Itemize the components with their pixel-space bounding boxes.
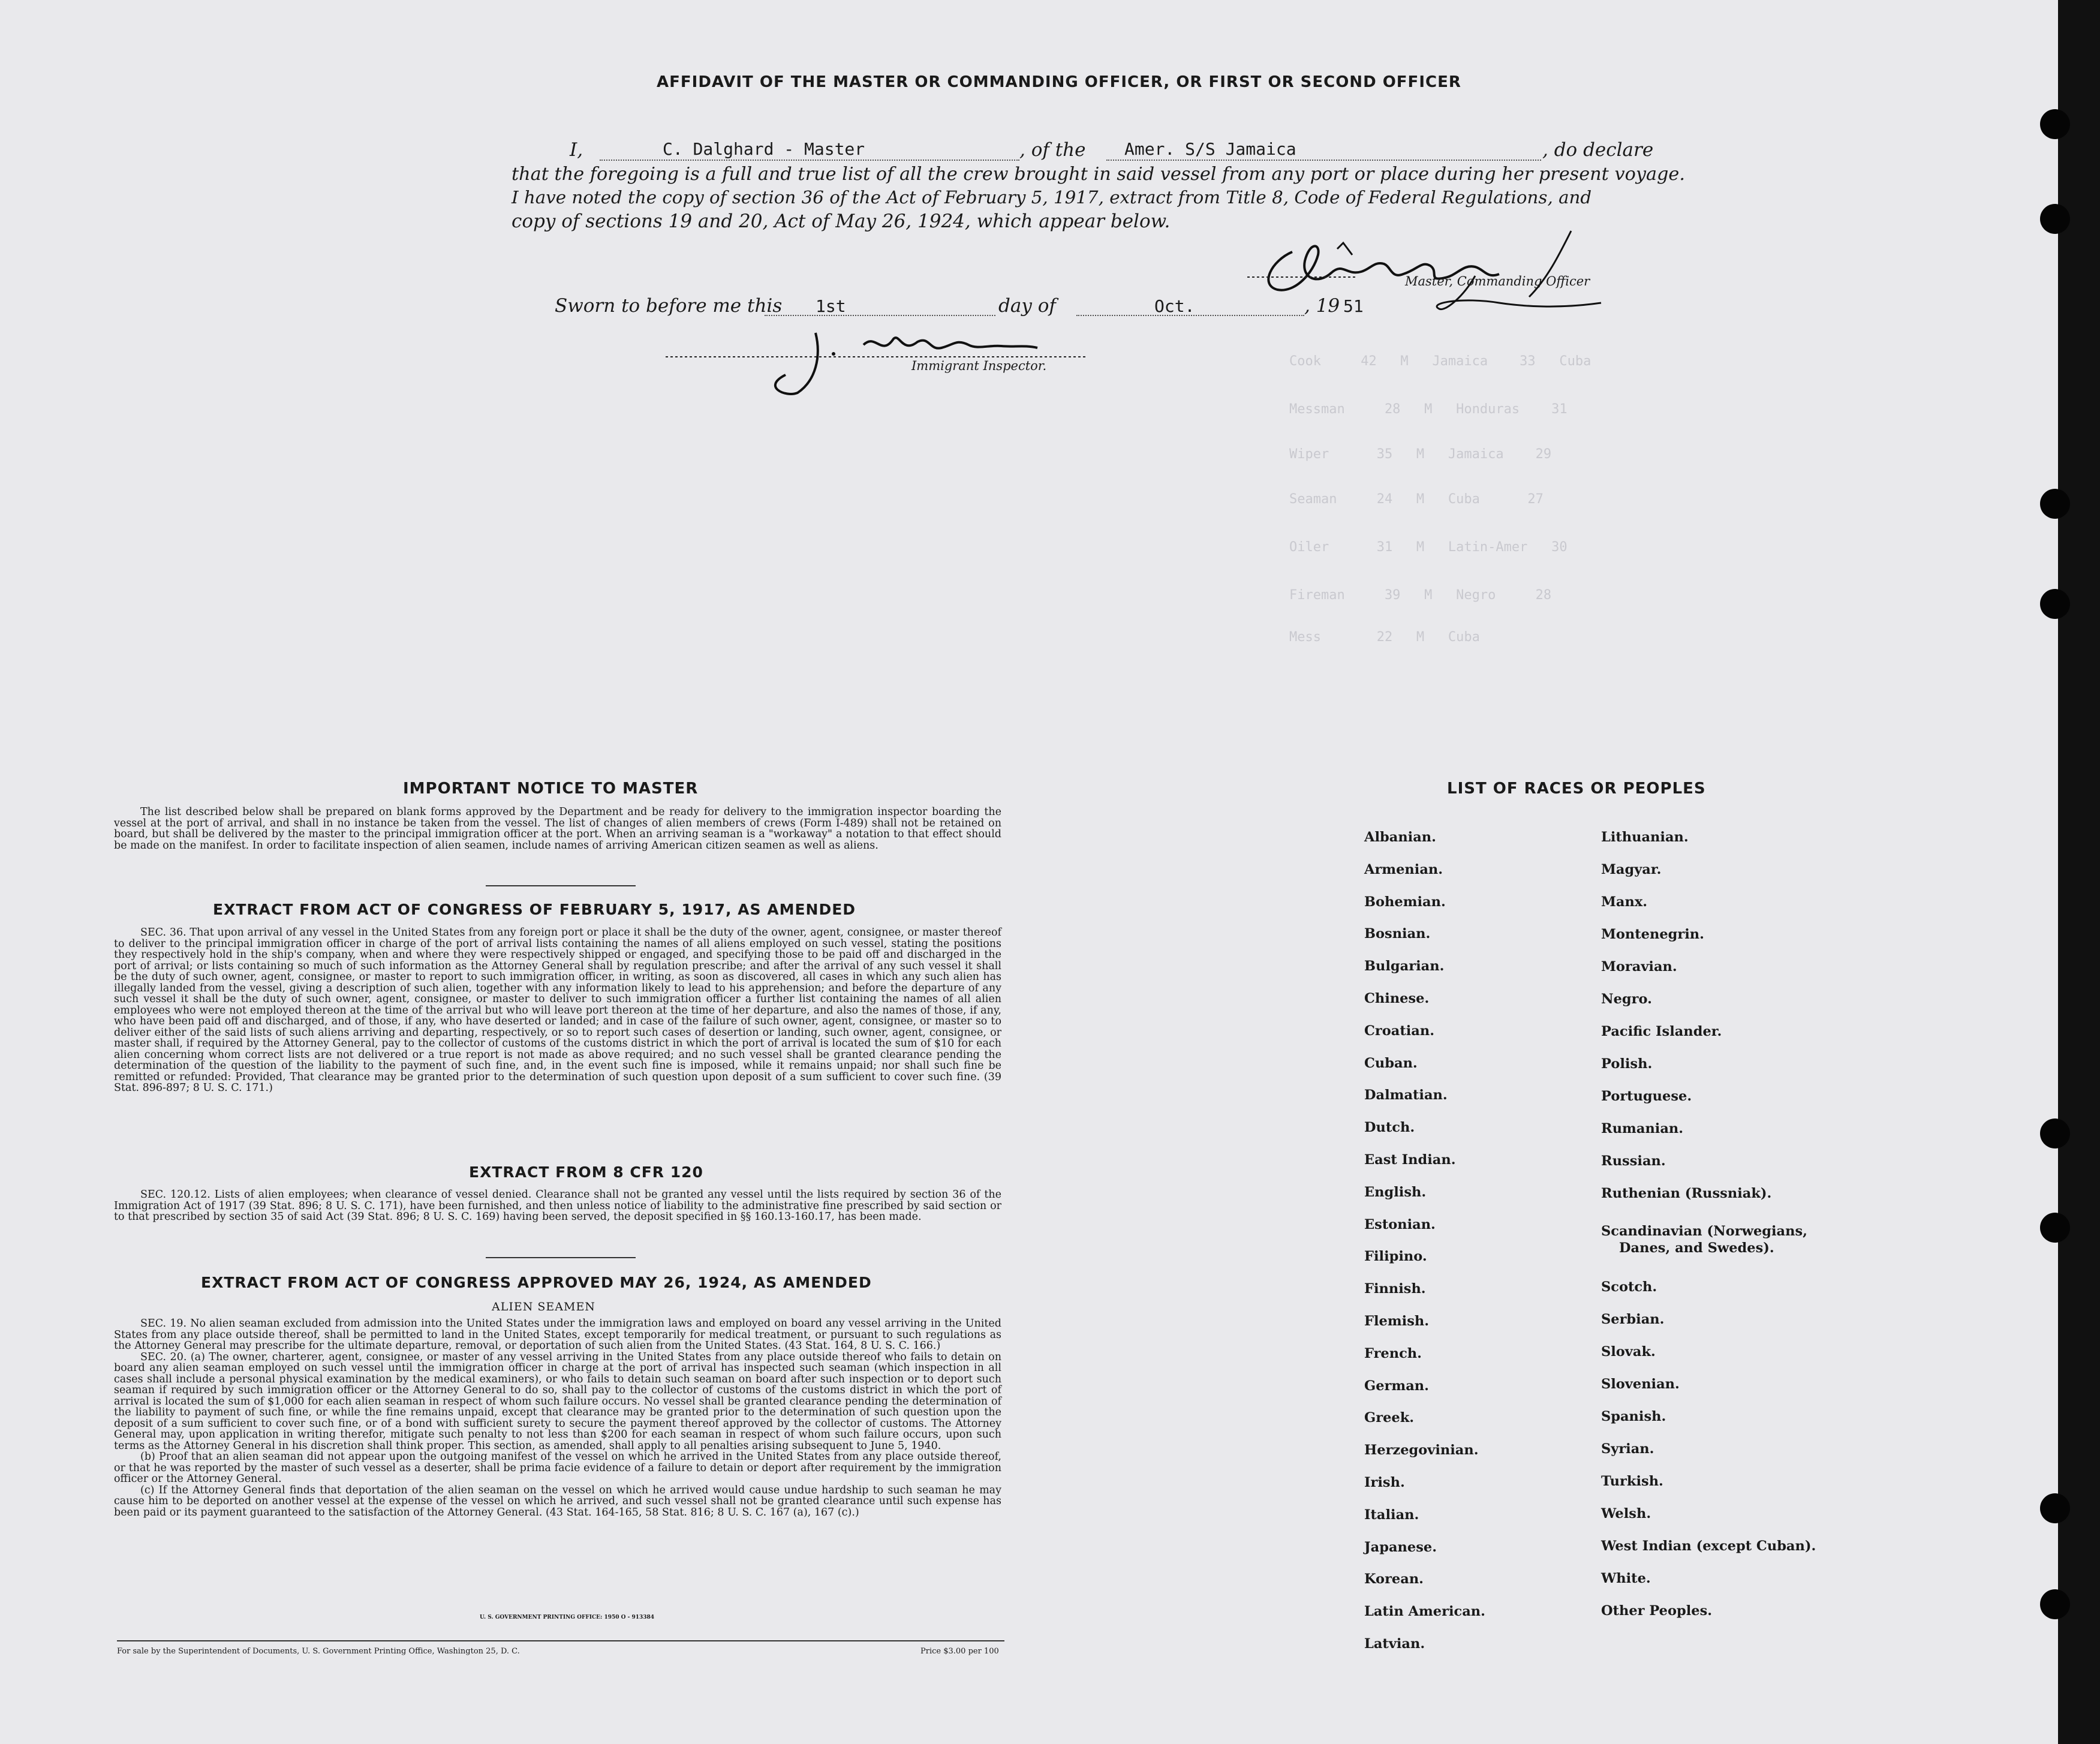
of-the-label: , of the	[1019, 139, 1086, 161]
race-item: East Indian.	[1364, 1152, 1456, 1168]
race-item: Bulgarian.	[1364, 958, 1445, 975]
scan-edge	[2058, 0, 2100, 1744]
race-item: Korean.	[1364, 1571, 1424, 1587]
sale-notice: For sale by the Superintendent of Documents, U. S. Government Printing Office, Washington 25, D. C.	[117, 1647, 520, 1656]
race-item: Serbian.	[1601, 1312, 1665, 1327]
sec-20c-paragraph: (c) If the Attorney General finds that deportation of the alien seaman on the vessel on which he arrived would cause undue hardship to such seaman he may cause him to be deported on another vessel at the expense of the vessel on which he arrived, and such vessel shall not be granted clearance until such expense has been paid or its payment guaranteed to the satisfaction of the Attorney General. (43 Stat. 164-165, 58 Stat. 816; 8 U. S. C. 167 (a), 167 (c).)	[114, 1484, 1001, 1519]
sec-19-paragraph: SEC. 19. No alien seaman excluded from admission into the United States under the immigration laws and employed on board any vessel arriving in the United States from any place outside thereof, shall be permitted to land in the United States, except temporarily for medical treatment, or pursuant to such regulations as the Attorney General may prescribe for the ultimate departure, removal, or deportation of such alien from the United States. (43 Stat. 164, 8 U. S. C. 166.)	[114, 1318, 1001, 1352]
extract-cfr-title: EXTRACT FROM 8 CFR 120	[469, 1163, 703, 1181]
sworn-month: Oct.	[1154, 296, 1195, 316]
day-of-label: day of	[998, 295, 1056, 317]
affidavit-line-4: copy of sections 19 and 20, Act of May 26, 1924, which appear below.	[512, 211, 1171, 232]
sec-36-paragraph: SEC. 36. That upon arrival of any vessel in the United States from any foreign port or place it shall be the duty of the owner, agent, consignee, or master thereof to deliver to the principal immigration officer in charge of the port of arrival lists containing the names of all aliens employed on such vessel, stating the positions they respectively hold in the ship's company, when and where they were respectively shipped or engaged, and specifying those to be paid off and discharged in the port of arrival; or lists containing so much of such information as the Attorney General shall by regulation prescribe; and after the arrival of any such vessel it shall be the duty of such owner, agent, consignee, or master to report to such immigration officer, in writing, as soon as discovered, all cases in which any such alien has illegally landed from the vessel, giving a description of such alien, together with any information likely to lead to his apprehension; and before the departure of any such vessel it shall be the duty of such owner, agent, consignee, or master to deliver to such immigration officer a further list containing the names of all alien employees who were not employed thereon at the time of the arrival but who will leave port thereon at the time of her departure, and also the names of those, if any, who have been paid off and discharged, and of those, if any, who have deserted or landed; and in case of the failure of such owner, agent, consignee, or master so to deliver either of the said lists of such aliens arriving and departing, respectively, or so to report such cases of desertion or landing, such owner, agent, consignee, or master shall, if required by the Attorney General, pay to the collector of customs of the customs district in which the port of arrival is located the sum of $10 for each alien concerning whom correct lists are not delivered or a true report is not made as above required; and no such vessel shall be granted clearance pending the determination of the question of the liability to the payment of such fine, and, in the event such fine is imposed, while it remains unpaid; nor shall such fine be remitted or refunded: Provided, That clearance may be granted prior to the determination of such question upon deposit of a sum sufficient to cover such fine. (39 Stat. 896-897; 8 U. S. C. 171.)	[114, 927, 1001, 1094]
affidavit-title: AFFIDAVIT OF THE MASTER OR COMMANDING OFFICER, OR FIRST OR SECOND OFFICER	[657, 73, 1461, 91]
extract-1924-title: EXTRACT FROM ACT OF CONGRESS APPROVED MAY 26, 1924, AS AMENDED	[201, 1274, 872, 1291]
document-page: Cook 42 M Jamaica 33 Cuba Messman 28 M Honduras 31 Wiper 35 M Jamaica 29 Seaman 24 M Cuba 27 Oiler 31 M Latin-Amer 30 Fireman 39 M Negro 28 Mess 22 M Cuba AFFIDAVIT OF THE MASTER OR COMMANDING OFFICER, OR FIRST OR SECOND OFFICER I, C. Dalghard - Master , of the Amer. S/S Jamaica , do declare that the foregoing is a full and true list of all the crew brought in said vessel from any port or place during her present voyage. I have noted the copy of section 36 of the Act of February 5, 1917, extract from Title 8, Code of Federal Regulations, and copy of sections 19 and 20, Act of May 26, 1924, which appear below. Master, Commanding Officer Sworn to before me this 1st day of Oct. , 19 51 Immigrant Inspector. IMPORTANT NOTICE TO MASTER The list described below shall be prepared on blank forms approved by the Department and be ready for delivery to the immigration inspector boarding the vessel at the port of arrival, and shall in no instance be taken from the vessel. The list of changes of alien members of crews (Form I-489) shall not be retained on board, but shall be delivered by the master to the principal immigration officer at the port. When an arriving seaman is a "workaway" a notation to that effect should be made on the manifest. In order to facilitate inspection of alien seamen, include names of arriving American citizen seamen as well as aliens. EXTRACT FROM ACT OF CONGRESS OF FEBRUARY 5, 1917, AS AMENDED SEC. 36. That upon arrival of any vessel in the United States from any foreign port or place it shall be the duty of the owner, agent, consignee, or master thereof to deliver to the principal immigration officer in charge of the port of arrival lists containing the names of all aliens employed on such vessel, stating the positions they respectively hold in the ship's company, when and where they were respectively shipped or engaged, and specifying those to be paid off and discharged in the port of arrival; or lists containing so much of such information as the Attorney General shall by regulation prescribe; and after the arrival of any such vessel it shall be the duty of such owner, agent, consignee, or master to report to such immigration officer, in writing, as soon as discovered, all cases in which any such alien has illegally landed from the vessel, giving a description of such alien, together with any information likely to lead to his apprehension; and before the departure of any such vessel it shall be the duty of such owner, agent, consignee, or master to deliver to such immigration officer a further list containing the names of all alien employees who were not employed thereon at the time of the arrival but who will leave port thereon at the time of her departure, and also the names of those, if any, who have been paid off and discharged, and of those, if any, who have deserted or landed; and in case of the failure of such owner, agent, consignee, or master so to deliver either of the said lists of such aliens arriving and departing, respectively, or so to report such cases of desertion or landing, such owner, agent, consignee, or master shall, if required by the Attorney General, pay to the collector of customs of the customs district in which the port of arrival is located the sum of $10 for each alien concerning whom correct lists are not delivered or a true report is not made as above required; and no such vessel shall be granted clearance pending the determination of the question of the liability to the payment of such fine, and, in the event such fine is imposed, while it remains unpaid; nor shall such fine be remitted or refunded: Provided, That clearance may be granted prior to the determination of such question upon deposit of a sum sufficient to cover such fine. (39 Stat. 896-897; 8 U. S. C. 171.) EXTRACT FROM 8 CFR 120 SEC. 120.12. Lists of alien employees; when clearance of vessel denied. Clearance shall not be granted any vessel until the lists required by section 36 of the Immigration Act of 1917 (39 Stat. 896; 8 U. S. C. 171), have been furnished, and then unless notice of liability to the administrative fine prescribed by said section or to that prescribed by section 35 of said Act (39 Stat. 896; 8 U. S. C. 169) having been served, the deposit specified in §§ 160.13-160.17, has been made. EXTRACT FROM ACT OF CONGRESS APPROVED MAY 26, 1924, AS AMENDED ALIEN SEAMEN SEC. 19. No alien seaman excluded from admission into the United States under the immigration laws and employed on board any vessel arriving in the United States from any place outside thereof, shall be permitted to land in the United States, except temporarily for medical treatment, or pursuant to such regulations as the Attorney General may prescribe for the ultimate departure, removal, or deportation of such alien from the United States. (43 Stat. 164, 8 U. S. C. 166.) SEC. 20. (a) The owner, charterer, agent, consignee, or master of any vessel arriving in the United States from any place outside thereof who fails to detain on board any alien seaman employed on such vessel until the immigration officer in charge at the port of arrival has inspected such seaman (which inspection in all cases shall include a personal physical examination by the medical examiners), or who fails to detain such seaman on board after such inspection or to deport such seaman if required by such immigration officer or the Attorney General to do so, shall pay to the collector of customs of the customs district in which the port of arrival is located the sum of $1,000 for each alien seaman in respect of whom such failure occurs. No vessel shall be granted clearance pending the determination of the liability to payment of such fine, or while the fine remains unpaid, except that clearance may be granted prior to the determination of such question upon the deposit of a sum sufficient to cover such fine, or of a bond with sufficient surety to secure the payment thereof approved by the collector of customs. The Attorney General may, upon application in writing therefor, mitigate such penalty to not less than $200 for each seaman in respect of whom such failure occurs, upon such terms as the Attorney General in his discretion shall think proper. This section, as amended, shall apply to all penalties arising subsequent to June 5, 1940. (b) Proof that an alien seaman did not appear upon the outgoing manifest of the vessel on which he arrived in the United States from any place outside thereof, or that he was reported by the master of such vessel as a deserter, shall be prima facie evidence of a failure to detain or deport after requirement by the immigration officer or the Attorney General. (c) If the Attorney General finds that deportation of the alien seaman on the vessel on which he arrived would cause undue hardship to such seaman he may cause him to be deported on another vessel at the expense of the vessel on which he arrived, and such vessel shall not be granted clearance until such expense has been paid or its payment guaranteed to the satisfaction of the Attorney General. (43 Stat. 164-165, 58 Stat. 816; 8 U. S. C. 167 (a), 167 (c).) U. S. GOVERNMENT PRINTING OFFICE: 1950 O - 913384 For sale by the Superintendent of Documents, U. S. Government Printing Office, Washington 25, D. C. Price $3.00 per 100 LIST OF RACES OR PEOPLES Albanian. Armenian. Bohemian. Bosnian. Bulgarian. Chinese. Croatian. Cuban. Dalmatian. Dutch. East Indian. English. Estonian. Filipino. Finnish. Flemish. French. German. Greek. Herzegovinian. Irish. Italian. Japanese. Korean. Latin American. Latvian. Lithuanian. Magyar. Manx. Montenegrin. Moravian. Negro. Pacific Islander. Polish. Portuguese. Rumanian. Russian. Ruthenian (Russniak). Scandinavian (Norwegians, Danes, and Swedes). Scotch. Serbian. Slovak. Slovenian. Spanish. Syrian. Turkish. Welsh. West Indian (except Cuban). White. Other Peoples.	[0, 0, 2100, 1744]
race-item: Spanish.	[1601, 1409, 1666, 1424]
punch-hole	[2040, 1493, 2070, 1523]
race-item: Montenegrin.	[1601, 927, 1704, 942]
race-item: Dutch.	[1364, 1120, 1415, 1136]
race-item: Slovak.	[1601, 1344, 1656, 1360]
race-item: Dalmatian.	[1364, 1087, 1448, 1103]
alien-seamen-subtitle: ALIEN SEAMEN	[492, 1300, 595, 1313]
race-item: Welsh.	[1601, 1506, 1651, 1522]
race-item: Scotch.	[1601, 1279, 1657, 1295]
master-title-label: Master, Commanding Officer	[1405, 274, 1590, 288]
race-item: Estonian.	[1364, 1216, 1436, 1232]
race-item: Polish.	[1601, 1056, 1653, 1072]
races-title: LIST OF RACES OR PEOPLES	[1447, 780, 1706, 798]
race-item: Danes, and Swedes).	[1619, 1240, 1774, 1256]
notice-text	[114, 807, 1001, 851]
punch-hole	[2040, 204, 2070, 234]
master-name: C. Dalghard - Master	[663, 139, 865, 159]
sec-20a-paragraph: SEC. 20. (a) The owner, charterer, agent, consignee, or master of any vessel arriving in the United States from any place outside thereof who fails to detain on board any alien seaman employed on such vessel until the immigration officer in charge at the port of arrival has inspected such seaman (which inspection in all cases shall include a personal physical examination by the medical examiners), or who fails to detain such seaman on board after such inspection or to deport such seaman if required by such immigration officer or the Attorney General to do so, shall pay to the collector of customs of the customs district in which the port of arrival is located the sum of $1,000 for each alien seaman in respect of whom such failure occurs. No vessel shall be granted clearance pending the determination of the liability to payment of such fine, or while the fine remains unpaid, except that clearance may be granted prior to the determination of such question upon the deposit of a sum sufficient to cover such fine, or of a bond with sufficient surety to secure the payment thereof approved by the collector of customs. The Attorney General may, upon application in writing therefor, mitigate such penalty to not less than $200 for each seaman in respect of whom such failure occurs, upon such terms as the Attorney General in his discretion shall think proper. This section, as amended, shall apply to all penalties arising subsequent to June 5, 1940.	[114, 1351, 1001, 1452]
sworn-day-line	[765, 315, 995, 316]
extract-cfr-text	[114, 1189, 1001, 1223]
notice-title: IMPORTANT NOTICE TO MASTER	[403, 780, 699, 798]
race-item: Herzegovinian.	[1364, 1442, 1479, 1459]
race-item: Finnish.	[1364, 1281, 1426, 1297]
year-prefix: , 19	[1304, 295, 1340, 317]
divider	[486, 1257, 636, 1258]
race-item: Bohemian.	[1364, 894, 1446, 910]
race-item: Slovenian.	[1601, 1376, 1680, 1392]
price-notice: Price $3.00 per 100	[920, 1647, 999, 1656]
vessel-name: Amer. S/S Jamaica	[1124, 139, 1296, 159]
sworn-day: 1st	[816, 296, 846, 316]
extract-1917-title: EXTRACT FROM ACT OF CONGRESS OF FEBRUARY 5, 1917, AS AMENDED	[213, 901, 856, 918]
inspector-label: Immigrant Inspector.	[911, 359, 1047, 373]
punch-hole	[2040, 1118, 2070, 1148]
sworn-label: Sworn to before me this	[555, 295, 783, 317]
race-item: Manx.	[1601, 894, 1648, 910]
race-item: Croatian.	[1364, 1023, 1435, 1039]
divider	[486, 885, 636, 886]
race-item: Russian.	[1601, 1153, 1666, 1169]
race-item: Portuguese.	[1601, 1089, 1692, 1104]
race-item: Other Peoples.	[1601, 1603, 1713, 1619]
race-item: Albanian.	[1364, 829, 1436, 845]
race-item: German.	[1364, 1378, 1429, 1394]
race-item: White.	[1601, 1571, 1651, 1586]
race-item: Pacific Islander.	[1601, 1024, 1722, 1039]
race-item: Irish.	[1364, 1475, 1405, 1490]
extract-1917-text	[114, 927, 1001, 1094]
affidavit-i-label: I,	[570, 139, 583, 161]
race-item: Turkish.	[1601, 1474, 1663, 1489]
race-item: Chinese.	[1364, 991, 1430, 1006]
race-item: Scandinavian (Norwegians,	[1601, 1223, 1807, 1239]
race-item: Italian.	[1364, 1507, 1419, 1523]
race-item: Flemish.	[1364, 1313, 1430, 1329]
punch-hole	[2040, 1589, 2070, 1619]
race-item: Latvian.	[1364, 1636, 1425, 1652]
sec-120-paragraph: SEC. 120.12. Lists of alien employees; when clearance of vessel denied. Clearance shall not be granted any vessel until the lists required by section 36 of the Immigration Act of 1917 (39 Stat. 896; 8 U. S. C. 171), have been furnished, and then unless notice of liability to the administrative fine prescribed by said section or to that prescribed by section 35 of said Act (39 Stat. 896; 8 U. S. C. 169) having been served, the deposit specified in §§ 160.13-160.17, has been made.	[114, 1189, 1001, 1223]
punch-hole	[2040, 489, 2070, 519]
master-signature	[1247, 219, 1619, 315]
race-item: French.	[1364, 1345, 1422, 1361]
race-item: Japanese.	[1364, 1539, 1437, 1555]
punch-hole	[2040, 109, 2070, 139]
notice-paragraph: The list described below shall be prepared on blank forms approved by the Department and be ready for delivery to the immigration inspector boarding the vessel at the port of arrival, and shall in no instance be taken from the vessel. The list of changes of alien members of crews (Form I-489) shall not be retained on board, but shall be delivered by the master to the principal immigration officer at the port. When an arriving seaman is a "workaway" a notation to that effect should be made on the manifest. In order to facilitate inspection of alien seamen, include names of arriving American citizen seamen as well as aliens.	[114, 806, 1001, 852]
extract-1924-text	[114, 1318, 1001, 1518]
affidavit-line-2: that the foregoing is a full and true list of all the crew brought in said vessel from any port or place during her present voyage.	[512, 164, 1685, 185]
sworn-year: 51	[1343, 296, 1364, 316]
gpo-imprint: U. S. GOVERNMENT PRINTING OFFICE: 1950 O - 913384	[480, 1614, 655, 1620]
race-item: Negro.	[1601, 991, 1652, 1007]
race-item: Syrian.	[1601, 1441, 1654, 1457]
race-item: Moravian.	[1601, 959, 1677, 975]
punch-hole	[2040, 1213, 2070, 1243]
race-item: Armenian.	[1364, 861, 1443, 877]
do-declare-label: , do declare	[1542, 139, 1654, 161]
name-line	[600, 160, 1019, 161]
race-item: Cuban.	[1364, 1055, 1418, 1071]
race-item: Latin American.	[1364, 1604, 1485, 1620]
footer-rule	[117, 1640, 1004, 1641]
vessel-line	[1106, 160, 1541, 161]
race-item: Magyar.	[1601, 862, 1662, 877]
race-item: Lithuanian.	[1601, 829, 1689, 845]
race-item: Greek.	[1364, 1410, 1415, 1426]
race-item: Ruthenian (Russniak).	[1601, 1186, 1772, 1201]
race-item: English.	[1364, 1184, 1427, 1200]
race-item: Rumanian.	[1601, 1121, 1684, 1136]
race-item: Bosnian.	[1364, 926, 1431, 942]
punch-hole	[2040, 589, 2070, 619]
affidavit-line-3: I have noted the copy of section 36 of the Act of February 5, 1917, extract from Title 8, Code of Federal Regulations, and	[512, 187, 1592, 208]
race-item: West Indian (except Cuban).	[1601, 1538, 1816, 1554]
sec-20b-paragraph: (b) Proof that an alien seaman did not appear upon the outgoing manifest of the vessel on which he arrived in the United States from any place outside thereof, or that he was reported by the master of such vessel as a deserter, shall be prima facie evidence of a failure to detain or deport after requirement by the immigration officer or the Attorney General.	[114, 1451, 1001, 1485]
race-item: Filipino.	[1364, 1249, 1427, 1265]
